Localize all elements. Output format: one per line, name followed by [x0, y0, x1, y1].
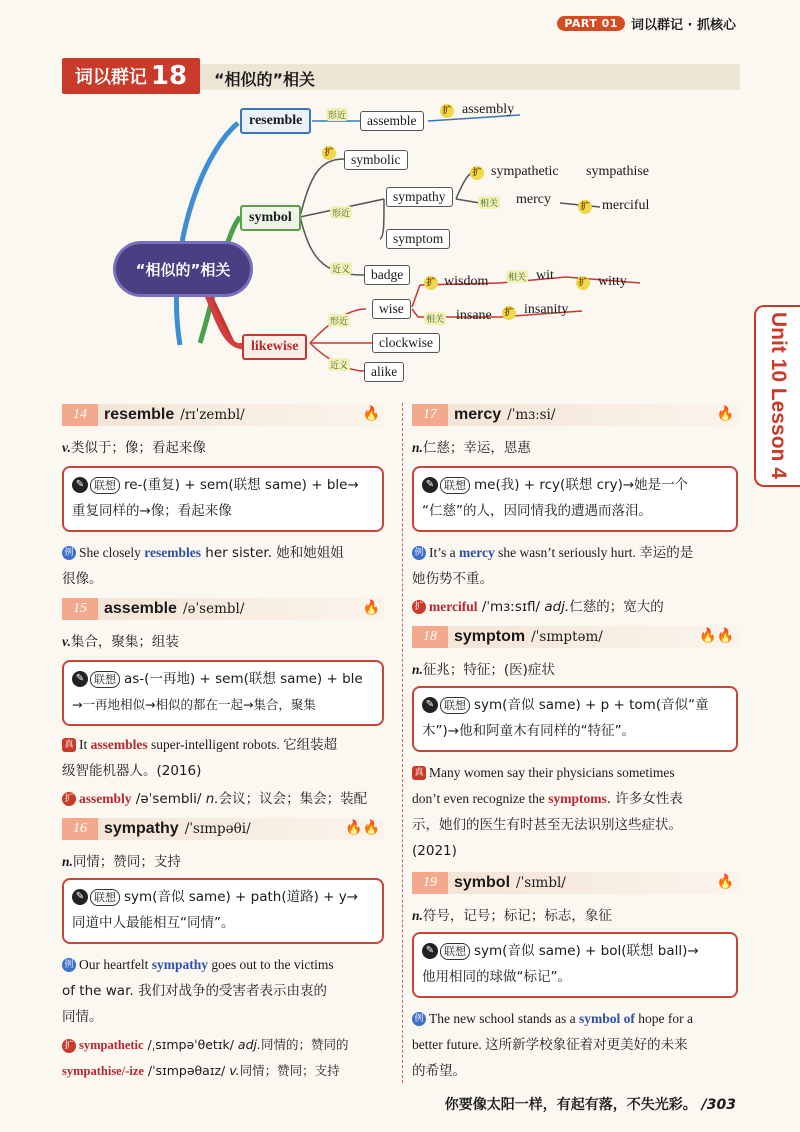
entry-16-header [62, 818, 384, 840]
entry-18-def: n.征兆；特征；(医)症状 [412, 662, 555, 678]
entry-14-memo: ✎ 联想 re-(重复) + sem(联想 same) + ble→ 重复同样的→像；看起来像 [62, 466, 384, 532]
unit-label: Unit 10 [767, 312, 790, 383]
group-number: 18 [150, 61, 188, 91]
entry-19-def: n.符号，记号；标记；标志，象征 [412, 908, 612, 924]
node-symbolic: symbolic [344, 150, 408, 170]
tag-related-3: 相关 [424, 312, 446, 325]
tag-extend-7: 扩 [502, 306, 516, 320]
entry-word: sympathy /ˈsɪmpəθi/ [104, 820, 251, 837]
entry-18-example: 真 Many women say their physicians sometimes don’t even recognize the symptoms. 许多女性表 示，她们的医生有时甚至无法识别这些症状。 (2021) [412, 765, 683, 859]
node-wise: wise [372, 299, 411, 319]
entry-19-memo: ✎ 联想 sym(音似 same) + bol(联想 ball)→ 他用相同的球做“标记”。 [412, 932, 738, 998]
entry-word: resemble /rɪˈzembl/ [104, 406, 245, 423]
example-icon: 例 [412, 546, 426, 560]
tag-form-2: 形近 [330, 206, 352, 219]
idea-icon: ✎ [72, 889, 88, 905]
entry-16-extension: 扩 sympathetic /ˌsɪmpəˈθetɪk/ adj.同情的；赞同的 sympathise/-ize /ˈsɪmpəθaɪz/ v.同情；赞同；支持 [62, 1037, 349, 1078]
flame-icon: 🔥🔥 [345, 820, 380, 836]
node-clockwise: clockwise [372, 333, 440, 353]
entry-15-example: 真 It assembles super-intelligent robots. 它组装超 级智能机器人。(2016) [62, 737, 338, 779]
tag-form-1: 形近 [326, 108, 348, 121]
tag-extend-5: 扩 [424, 276, 438, 290]
idea-icon: ✎ [72, 671, 88, 687]
node-symbol: symbol [240, 205, 301, 231]
tag-related-1: 相关 [478, 196, 500, 209]
node-insane: insane [456, 308, 492, 323]
entry-16-example: 例 Our heartfelt sympathy goes out to the victims of the war. 我们对战争的受害者表示由衷的 同情。 [62, 957, 334, 1025]
example-icon: 例 [62, 958, 76, 972]
entry-word: assemble /əˈsembl/ [104, 600, 245, 617]
entry-word: mercy /ˈmɜːsi/ [454, 406, 556, 423]
node-insanity: insanity [524, 302, 569, 317]
node-likewise: likewise [242, 334, 307, 360]
entry-16-memo: ✎ 联想 sym(音似 same) + path(道路) + y→ 同道中人最能相互“同情”。 [62, 878, 384, 944]
flame-icon: 🔥 [362, 600, 380, 616]
tag-extend-1: 扩 [440, 104, 454, 118]
entry-14-header [62, 404, 384, 426]
node-merciful: merciful [602, 198, 650, 213]
entry-14-def: v.类似于；像；看起来像 [62, 440, 206, 456]
header-title: 词以群记 · 抓核心 [631, 18, 736, 33]
node-wisdom: wisdom [444, 274, 489, 289]
page-header [557, 14, 736, 33]
entry-18-memo: ✎ 联想 sym(音似 same) + p + tom(音似“童 木”)→他和阿童木有同样的“特征”。 [412, 686, 738, 752]
tag-related-2: 相关 [506, 270, 528, 283]
entry-18-header [412, 626, 738, 648]
unit-tab-text [760, 312, 796, 479]
entry-15-header [62, 598, 384, 620]
part-badge: PART 01 [557, 16, 625, 31]
entry-17-extension: 扩 merciful /ˈmɜːsɪfl/ adj.仁慈的；宽大的 [412, 594, 742, 620]
entry-16-def: n.同情；赞同；支持 [62, 854, 181, 870]
flame-icon: 🔥🔥 [699, 628, 734, 644]
node-alike: alike [364, 362, 404, 382]
lesson-label: Lesson 4 [767, 387, 790, 479]
exam-icon: 真 [62, 738, 76, 752]
idea-icon: ✎ [422, 697, 438, 713]
node-assemble: assemble [360, 111, 424, 131]
idea-icon: ✎ [422, 477, 438, 493]
example-icon: 例 [62, 546, 76, 560]
node-symptom: symptom [386, 229, 450, 249]
tag-extend-4: 扩 [578, 200, 592, 214]
entry-number: 19 [412, 872, 448, 894]
group-badge [62, 58, 200, 94]
idea-icon: ✎ [422, 943, 438, 959]
entry-word: symptom /ˈsɪmptəm/ [454, 628, 603, 645]
entry-number: 17 [412, 404, 448, 426]
group-title: “相似的”相关 [214, 70, 316, 89]
entry-number: 15 [62, 598, 98, 620]
flame-icon: 🔥 [716, 406, 734, 422]
entry-word: symbol /ˈsɪmbl/ [454, 874, 566, 891]
lianxiang-tag: 联想 [90, 477, 120, 494]
entry-15-extension: 扩 assembly /əˈsembli/ n.会议；议会；集会；装配 [62, 786, 392, 812]
flame-icon: 🔥 [362, 406, 380, 422]
extend-icon: 扩 [412, 600, 426, 614]
entry-17-def: n.仁慈；幸运，恩惠 [412, 440, 531, 456]
tag-extend-3: 扩 [470, 166, 484, 180]
entry-19-example: 例 The new school stands as a symbol of hope for a better future. 这所新学校象征着对更美好的未来 的希望。 [412, 1011, 693, 1079]
tag-form-3: 形近 [328, 314, 350, 327]
node-resemble: resemble [240, 108, 311, 134]
example-icon: 例 [412, 1012, 426, 1026]
footer-motto: 你要像太阳一样，有起有落，不失光彩。 [444, 1097, 697, 1113]
entry-ipa: /rɪˈzembl/ [180, 407, 245, 423]
flame-icon: 🔥 [716, 874, 734, 890]
entry-17-header [412, 404, 738, 426]
node-mercy: mercy [516, 192, 551, 207]
entry-number: 14 [62, 404, 98, 426]
tag-extend-2: 扩 [322, 146, 336, 160]
node-badge: badge [364, 265, 410, 285]
entry-number: 16 [62, 818, 98, 840]
node-sympathetic: sympathetic [491, 164, 559, 179]
tag-meaning-2: 近义 [328, 358, 350, 371]
entry-number: 18 [412, 626, 448, 648]
tag-extend-6: 扩 [576, 276, 590, 290]
node-sympathise: sympathise [586, 164, 649, 179]
node-assembly: assembly [462, 102, 515, 117]
extend-icon: 扩 [62, 1039, 76, 1053]
entry-19-header [412, 872, 738, 894]
mindmap-center: “相似的”相关 [116, 244, 250, 294]
entry-15-def: v.集合，聚集；组装 [62, 634, 179, 650]
page-number: /303 [701, 1097, 736, 1113]
entry-15-memo: ✎ 联想 as-(一再地) + sem(联想 same) + ble →一再地相似→相似的都在一起→集合，聚集 [62, 660, 384, 726]
page-footer [445, 1094, 736, 1114]
idea-icon: ✎ [72, 477, 88, 493]
column-divider [402, 403, 403, 1083]
group-label: 词以群记 [74, 67, 147, 88]
node-wit: wit [536, 268, 554, 283]
exam-icon: 真 [412, 766, 426, 780]
tag-meaning-1: 近义 [330, 262, 352, 275]
extend-icon: 扩 [62, 792, 76, 806]
entry-17-memo: ✎ 联想 me(我) + rcy(联想 cry)→她是一个 “仁慈”的人，因同情我的遭遇而落泪。 [412, 466, 738, 532]
entry-14-example: 例 She closely resembles her sister. 她和她姐姐 很像。 [62, 545, 344, 587]
node-witty: witty [598, 274, 627, 289]
node-sympathy: sympathy [386, 187, 453, 207]
entry-17-example: 例 It’s a mercy she wasn’t seriously hurt. 幸运的是 她伤势不重。 [412, 545, 694, 587]
